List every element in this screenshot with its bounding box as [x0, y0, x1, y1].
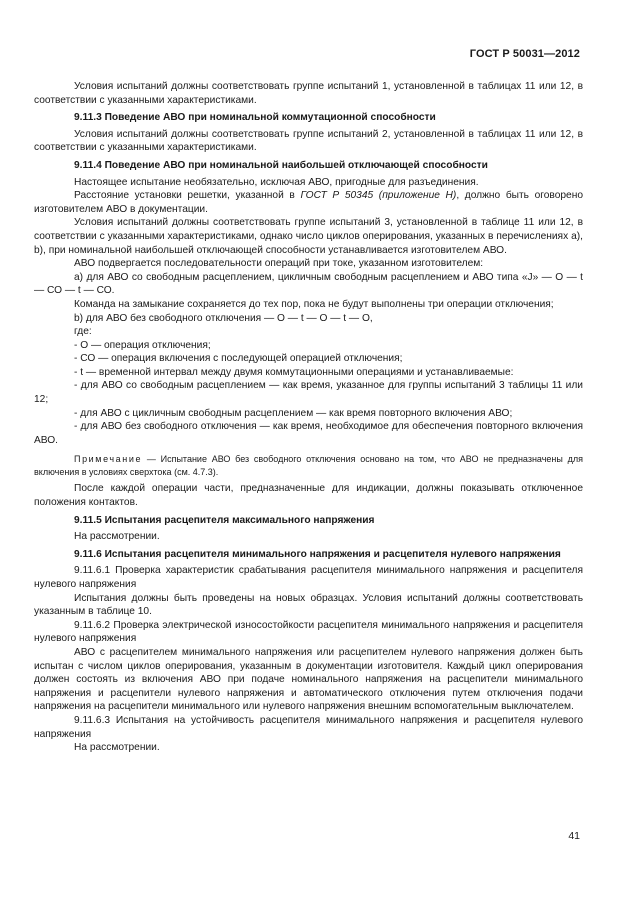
list-item: b) для АВО без свободного отключения — О — t — О — t — О, [74, 312, 373, 324]
subsection-heading: 9.11.6.3 Испытания на устойчивость расцепителя минимального напряжения и расцепителя нулевого напряжения [34, 714, 583, 740]
list-item: а) для АВО со свободным расцеплением, цикличным свободным расцеплением и АВО типа «J» — О — t — СО — t — СО. [34, 271, 583, 297]
paragraph: Условия испытаний должны соответствовать группе испытаний 3, установленной в таблице 11 или 12, в соответствии с указанными характеристиками, однако число циклов оперирования, указанных в перечислениях а), b), при номинальной наибольшей отключающей способности устанавливается изготовителем АВО. [34, 217, 583, 256]
paragraph: Команда на замыкание сохраняется до тех пор, пока не будут выполнены три операции отключения; [74, 298, 554, 310]
paragraph: На рассмотрении. [74, 742, 160, 754]
text-run: Расстояние установки решетки, указанной в [74, 190, 301, 202]
paragraph: После каждой операции части, предназначенные для индикации, должны показывать отключенное положения контактов. [34, 483, 583, 509]
list-item: - для АВО с цикличным свободным расцеплением — как время повторного включения АВО; [74, 407, 513, 419]
paragraph [34, 189, 583, 216]
document-body [34, 80, 583, 755]
list-item: - О — операция отключения; [74, 339, 211, 351]
page-number: 41 [568, 830, 580, 842]
list-item: - для АВО без свободного отключения — как время, необходимое для обеспечения повторного включения АВО. [34, 421, 583, 446]
note-label: Примечание [74, 454, 143, 465]
text-run: , должно быть оговорено изготовителем АВО в документации. [34, 190, 583, 215]
paragraph: где: [74, 326, 92, 338]
paragraph: АВО с расцепителем минимального напряжения или расцепителем нулевого напряжения должен быть испытан с числом циклов оперирования, указанным в документации изготовителя. Каждый цикл оперирования должен состоять из включения АВО при подаче номинального напряжения на расцепители минимального напряжения и расцепители нулевого напряжения и автоматического отключения путем отключения подачи напряжения на расцепители минимального или нулевого напряжения внешним вспомогательным выключателем. [34, 646, 583, 713]
paragraph: АВО подвергается последовательности операций при токе, указанном изготовителем: [74, 258, 484, 270]
paragraph: Условия испытаний должны соответствовать группе испытаний 1, установленной в таблицах 11 или 12, в соответствии с указанными характеристиками. [34, 81, 583, 106]
paragraph: Испытания должны быть проведены на новых образцах. Условия испытаний должны соответствовать указанным в таблице 10. [34, 592, 583, 618]
section-heading-9-11-5: 9.11.5 Испытания расцепителя максимального напряжения [74, 514, 375, 526]
note [34, 453, 583, 478]
standard-header: ГОСТ Р 50031—2012 [469, 48, 580, 60]
section-heading-9-11-6: 9.11.6 Испытания расцепителя минимального напряжения и расцепителя нулевого напряжения [74, 548, 561, 560]
list-item: - t — временной интервал между двумя коммутационными операциями и устанавливаемые: [74, 366, 514, 378]
section-heading-9-11-3: 9.11.3 Поведение АВО при номинальной коммутационной способности [74, 112, 436, 124]
subsection-heading: 9.11.6.1 Проверка характеристик срабатывания расцепителя минимального напряжения и расцепителя нулевого напряжения [34, 565, 583, 590]
paragraph: На рассмотрении. [74, 531, 160, 543]
list-item: - СО — операция включения с последующей операцией отключения; [74, 353, 403, 365]
paragraph: Настоящее испытание необязательно, исключая АВО, пригодные для разъединения. [74, 176, 479, 188]
section-heading-9-11-4: 9.11.4 Поведение АВО при номинальной наибольшей отключающей способности [74, 159, 488, 171]
list-item: - для АВО со свободным расцеплением — как время, указанное для группы испытаний 3 таблицы 11 или 12; [34, 380, 583, 406]
standard-reference: ГОСТ Р 50345 (приложение Н) [300, 190, 457, 202]
note-text: — Испытание АВО без свободного отключения основано на том, что АВО не предназначены для включения в условиях сверхтока (см. 4.7.3). [34, 454, 583, 477]
paragraph: Условия испытаний должны соответствовать группе испытаний 2, установленной в таблицах 11 или 12, в соответствии с указанными характеристиками. [34, 128, 583, 154]
subsection-heading: 9.11.6.2 Проверка электрической износостойкости расцепителя минимального напряжения и расцепителя нулевого напряжения [34, 619, 583, 645]
